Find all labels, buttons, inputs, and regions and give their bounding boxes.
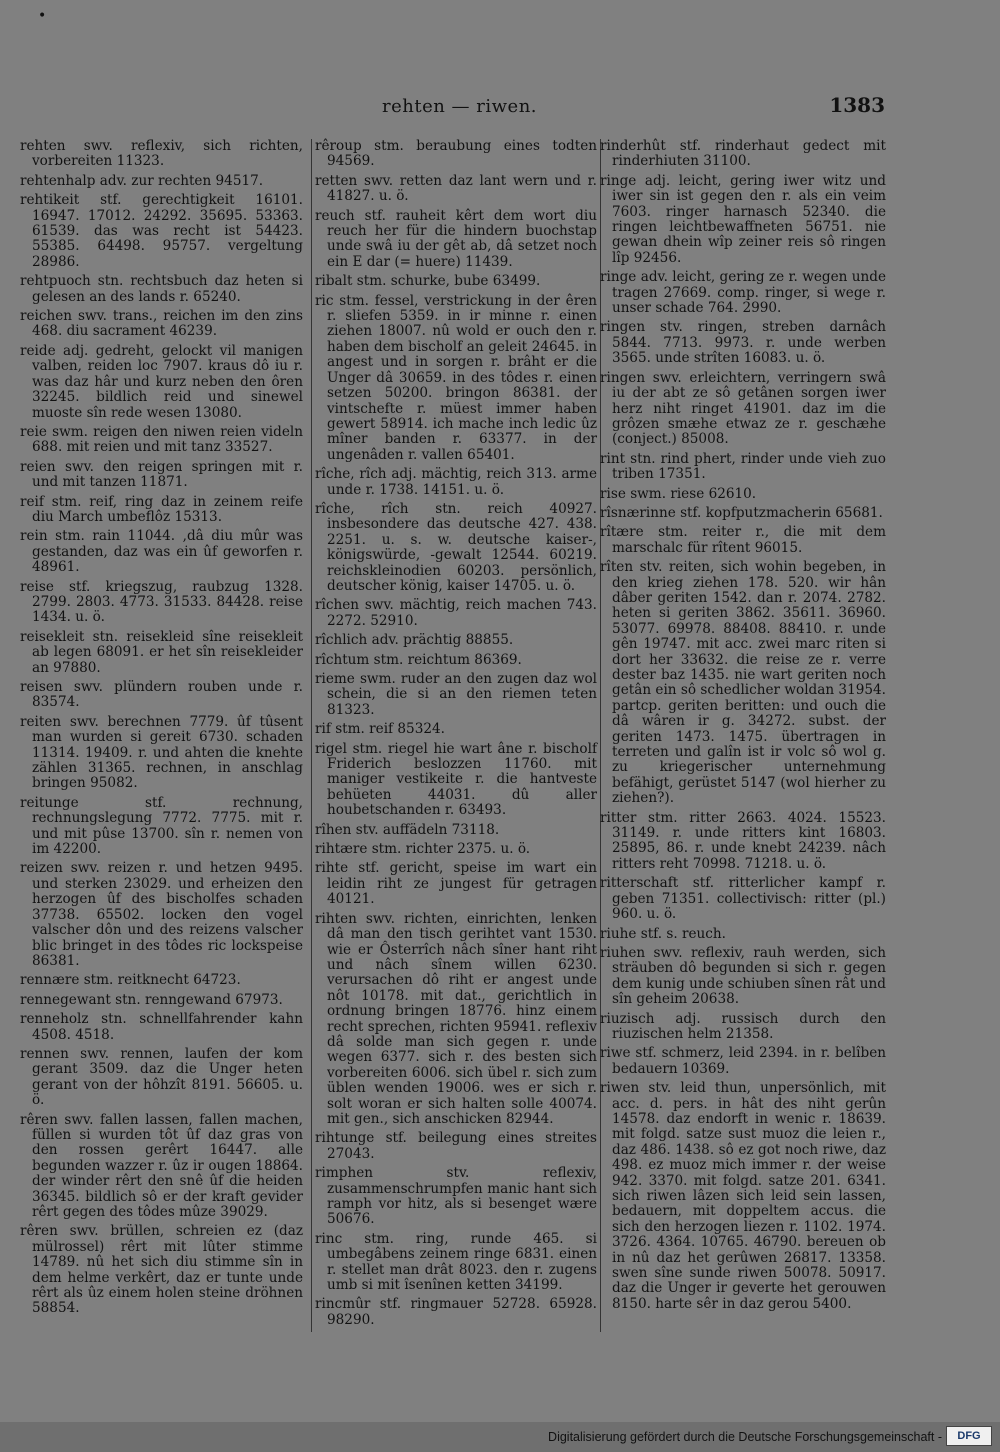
- dictionary-entry: ritterschaft stf. ritterlicher kampf r. geben 71351. collectivisch: ritter (pl.) 960. u. ö.: [600, 875, 886, 923]
- dictionary-entry: ringen stv. ringen, streben darnâch 5844. 7713. 9973. r. unde werben 3565. unde strîten 16083. u. ö.: [600, 319, 886, 367]
- dictionary-entry: rinderhût stf. rinderhaut gedect mit rinderhiuten 31100.: [600, 138, 886, 170]
- dictionary-entry: rinc stm. ring, runde 465. si umbegâbens zeinem ringe 6831. einen r. stellet man drât 8023. den r. zugens umb si mit îsenînen ketten 34199.: [315, 1230, 597, 1294]
- dictionary-entry: riwe stf. schmerz, leid 2394. in r. belîben bedauern 10369.: [600, 1045, 886, 1077]
- dictionary-entry: rif stm. reif 85324.: [315, 721, 445, 738]
- dictionary-entry: rehtenhalp adv. zur rechten 94517.: [20, 172, 264, 189]
- footer-bar: [0, 1422, 1000, 1452]
- dictionary-entry: riuhe stf. s. reuch.: [600, 925, 726, 942]
- dictionary-entry: rihtære stm. richter 2375. u. ö.: [315, 841, 531, 858]
- dictionary-entry: rîche, rîch stn. reich 40927. insbesondere das deutsche 427. 438. 2251. u. s. w. deutsche kaiser-, königswürde, -gewalt 12544. 60219. reichskleinodien 60203. persönlich, deutscher könig, kaiser 14705. u. ö.: [315, 500, 597, 594]
- dictionary-entry: rint stn. rind phert, rinder unde vieh zuo triben 17351.: [600, 450, 886, 483]
- dictionary-entry: rîtære stm. reiter r., die mit dem marschalc für rîtent 96015.: [600, 524, 886, 556]
- dictionary-entry: rîchlich adv. prächtig 88855.: [315, 632, 514, 649]
- dictionary-entry: reitunge stf. rechnung, rechnungslegung 7772. 7775. mit r. und mit pûse 13700. sîn r. nemen von im 42200.: [20, 794, 303, 858]
- dictionary-entry: rihtunge stf. beilegung eines streites 27043.: [315, 1130, 597, 1162]
- dictionary-entry: rîhen stv. auffädeln 73118.: [315, 821, 500, 838]
- dictionary-entry: rihte stf. gericht, speise im wart ein leidin riht ze jungest für getragen 40121.: [315, 860, 597, 908]
- dictionary-entry: rîten stv. reiten, sich wohin begeben, in den krieg ziehen 178. 520. wir hân dâber geriten 1542. dan r. 2074. 2782. heten si geriten 3862. 35611. 36960. 53077. 69978. 88408. 88410. r. unde gên 19747. mit acc. zwei marc riten si dort her 33632. die reise ze r. verre dester baz 1435. nie wart geriten noch getân ein sô schedlicher woldan 31954. partcp. geriten beritten: und ouch die dâ wâren ir g. 34272. subst. der geriten 1473. 1475. übertragen in terreten und galîn ist ir volc sô wol g. zu kriegerischer unternehmung befähigt, gerüstet 5147 (wol hierher zu ziehen?).: [600, 559, 886, 807]
- dictionary-entry: ribalt stm. schurke, bube 63499.: [315, 273, 541, 290]
- dictionary-entry: rehtpuoch stn. rechtsbuch daz heten si gelesen an des lands r. 65240.: [20, 273, 303, 305]
- dictionary-entry: ritter stm. ritter 2663. 4024. 15523. 31149. r. unde ritters kint 16803. 25895, 86. r. unde knebt 24239. nâch ritters reht 70998. 71218. u. ö.: [600, 809, 886, 872]
- dictionary-entry: reien swv. den reigen springen mit r. und mit tanzen 11871.: [20, 458, 303, 491]
- dictionary-entry: retten swv. retten daz lant wern und r. 41827. u. ö.: [315, 172, 597, 205]
- dictionary-entry: rennære stm. reitknecht 64723.: [20, 972, 241, 989]
- dictionary-entry: rennen swv. rennen, laufen der kom gerant 3509. daz die Unger heten gerant von der hôhzît 8191. 56605. u. ö.: [20, 1045, 303, 1109]
- running-head: rehten — riwen.: [382, 96, 538, 117]
- dictionary-entry: rein stm. rain 11044. ,dâ diu mûr was gestanden, daz was ein ûf geworfen r. 48961.: [20, 528, 303, 576]
- funding-credit: Digitalisierung gefördert durch die Deutsche Forschungsgemeinschaft -: [548, 1430, 942, 1444]
- dictionary-entry: rîchtum stm. reichtum 86369.: [315, 651, 522, 668]
- dictionary-entry: rieme swm. ruder an den zugen daz wol schein, die si an den riemen teten 81323.: [315, 671, 597, 718]
- dictionary-entry: reisen swv. plündern rouben unde r. 83574.: [20, 679, 303, 711]
- dictionary-entry: reiten swv. berechnen 7779. ûf tûsent man wurden si gereit 6730. schaden 11314. 19409. r. und ahten die knehte zählen 31365. rechnen, in anschlag bringen 95082.: [20, 713, 303, 792]
- dictionary-entry: rêren swv. brüllen, schreien ez (daz mülrossel) rêrt mit lûter stimme 14789. nû het sich diu stimme sîn in dem helme verkêrt, daz er tunte unde rêrt als ûz einem holen steine dröhnen 58854.: [20, 1223, 303, 1317]
- dictionary-entry: rîche, rîch adj. mächtig, reich 313. arme unde r. 1738. 14151. u. ö.: [315, 466, 597, 498]
- dictionary-entry: rihten swv. richten, einrichten, lenken dâ man den tisch gerihtet vant 1530. wie er Ôsterrîch nâch sîner hant riht und nâch sînem willen 6230. verursachen dô riht er angest unde nôt 10178. mit dat., gerichtlich in ordnung bringen 18776. hinz einem recht sprechen, richten 95941. reflexiv dâ solde man sich gegen r. unde wegen 6377. sich r. des besten sich vorbereiten 6006. sich übel r. sich zum üblen wenden 19006. wes er sich r. solt woran er sich halten solle 40074. mit gen., sich anschicken 82944.: [315, 910, 597, 1127]
- dictionary-entry: reuch stf. rauheit kêrt dem wort diu reuch her für die hindern buochstap unde swâ iu der gêt ab, dâ setzet noch ein E dar (= huere) 11439.: [315, 207, 597, 270]
- dictionary-entry: reif stm. reif, ring daz in zeinem reife diu March umbeflôz 15313.: [20, 493, 303, 525]
- dictionary-entry: riuzisch adj. russisch durch den riuzischen helm 21358.: [600, 1010, 886, 1042]
- dictionary-entry: rincmûr stf. ringmauer 52728. 65928. 98290.: [315, 1296, 597, 1328]
- dictionary-entry: riuhen swv. reflexiv, rauh werden, sich sträuben dô begunden si sich r. gegen dem kunig unde schiuben sînen rât und sîn geheim 20638.: [600, 944, 886, 1008]
- dictionary-entry: rêroup stm. beraubung eines todten 94569.: [315, 138, 597, 170]
- dictionary-entry: rennegewant stn. renngewand 67973.: [20, 991, 283, 1008]
- dictionary-entry: riwen stv. leid thun, unpersönlich, mit acc. d. pers. in hât des niht gerûn 14578. daz endorft in wenic r. 18639. mit folgd. satze sust muoz die leien r., daz 486. 1438. sô ez got noch riwe, daz 498. ez muoz mich immer r. der weise 942. 3370. mit folgd. satze 201. 6341. sich riwen lâzen sich leid sein lassen, bedauern, mit doppeltem accus. die sich den herzogen liezen r. 1102. 1974. 3726. 4364. 10765. 46790. bereuen ob in nû daz het gerûwen 26817. 13358. swen sîne sunde riwen 50078. 50917. daz die Unger ir geverte het gerouwen 8150. harte sêr in daz gerou 5400.: [600, 1080, 886, 1312]
- dictionary-entry: ringe adj. leicht, gering iwer witz und iwer sin ist gegen den r. als ein veim 7603. ringer harnasch 52340. die ringen leichtbewaffneten 56751. nie gewan dhein wîp zeiner reis sô ringen lîp 92456.: [600, 172, 886, 266]
- dictionary-entry: reide adj. gedreht, gelockt vil manigen valben, reiden loc 7907. kraus dô iu r. was daz hâr und kurz neben den ôren 32245. bildlich reid und sinewel muoste sîn rede wesen 13080.: [20, 342, 303, 421]
- dfg-logo[interactable]: DFG: [946, 1426, 992, 1446]
- dictionary-entry: rîsnærinne stf. kopfputzmacherin 65681.: [600, 504, 883, 521]
- dictionary-entry: rehten swv. reflexiv, sich richten, vorbereiten 11323.: [20, 138, 303, 170]
- dictionary-entry: rehtikeit stf. gerechtigkeit 16101. 16947. 17012. 24292. 35695. 53363. 61539. das was recht ist 54423. 55385. 64498. 95757. vergeltung 28986.: [20, 192, 303, 270]
- page-number: 1383: [829, 93, 885, 117]
- speck-mark: •: [38, 8, 47, 24]
- dictionary-entry: rîchen swv. mächtig, reich machen 743. 2272. 52910.: [315, 597, 597, 629]
- column-2: [311, 139, 601, 1332]
- dictionary-entry: reise stf. kriegszug, raubzug 1328. 2799. 2803. 4773. 31533. 84428. reise 1434. u. ö.: [20, 578, 303, 626]
- dictionary-entry: ringe adv. leicht, gering ze r. wegen unde tragen 27669. comp. ringer, si wege r. unser schade 764. 2990.: [600, 269, 886, 317]
- dictionary-entry: rigel stm. riegel hie wart âne r. bischolf Friderich beslozzen 11760. mit maniger vestikeite r. die hantveste behüeten 44031. dû aller houbetschanden r. 63493.: [315, 740, 597, 819]
- dictionary-entry: rise swm. riese 62610.: [600, 485, 757, 502]
- dictionary-entry: reizen swv. reizen r. und hetzen 9495. und sterken 23029. und erheizen den herzogen ûf des bischolfes schaden 37738. 65502. locken den vogel valscher dôn und des reizens valscher blic bringet in des tôdes ric lockspeise 86381.: [20, 860, 303, 969]
- column-1: [20, 139, 303, 1321]
- dictionary-entry: rimphen stv. reflexiv, zusammenschrumpfen manic hant sich ramph vor hitz, als si besenget wære 50676.: [315, 1165, 597, 1228]
- dictionary-entry: reie swm. reigen den niwen reien videln 688. mit reien und mit tanz 33527.: [20, 423, 303, 456]
- dictionary-entry: reisekleit stn. reisekleid sîne reisekleit ab legen 68091. er het sîn reisekleider an 97880.: [20, 628, 303, 676]
- dictionary-entry: ringen swv. erleichtern, verringern swâ iu der abt ze sô getânen sorgen iwer herz niht ringet 41901. daz im die grôzen smæhe etwaz ze r. geschæhe (conject.) 85008.: [600, 369, 886, 448]
- column-3: [600, 139, 886, 1316]
- dictionary-entry: reichen swv. trans., reichen im den zins 468. diu sacrament 46239.: [20, 308, 303, 340]
- dictionary-entry: renneholz stn. schnellfahrender kahn 4508. 4518.: [20, 1011, 303, 1043]
- dictionary-entry: ric stm. fessel, verstrickung in der êren r. sliefen 5359. in ir minne r. einen ziehen 18007. nû wold er ouch den r. haben dem bischolf an geleit 24645. in angest und in sorgen r. brâht er die Unger dâ 30659. in des tôdes r. einen setzen 50200. bringon 86381. der vintschefte r. müest immer haben gewert 58914. ich mache inch ledic ûz mîner banden r. 63377. in der ungenâden r. vallen 65401.: [315, 292, 597, 463]
- dictionary-entry: rêren swv. fallen lassen, fallen machen, füllen si wurden tôt ûf daz gras von den rossen gerêrt 16447. alle begunden wazzer r. ûz ir ougen 18864. der winder rêrt den snê ûf die heiden 36345. bildlich sô er der kraft gevider rêrt gegen des tôdes mûze 39029.: [20, 1111, 303, 1220]
